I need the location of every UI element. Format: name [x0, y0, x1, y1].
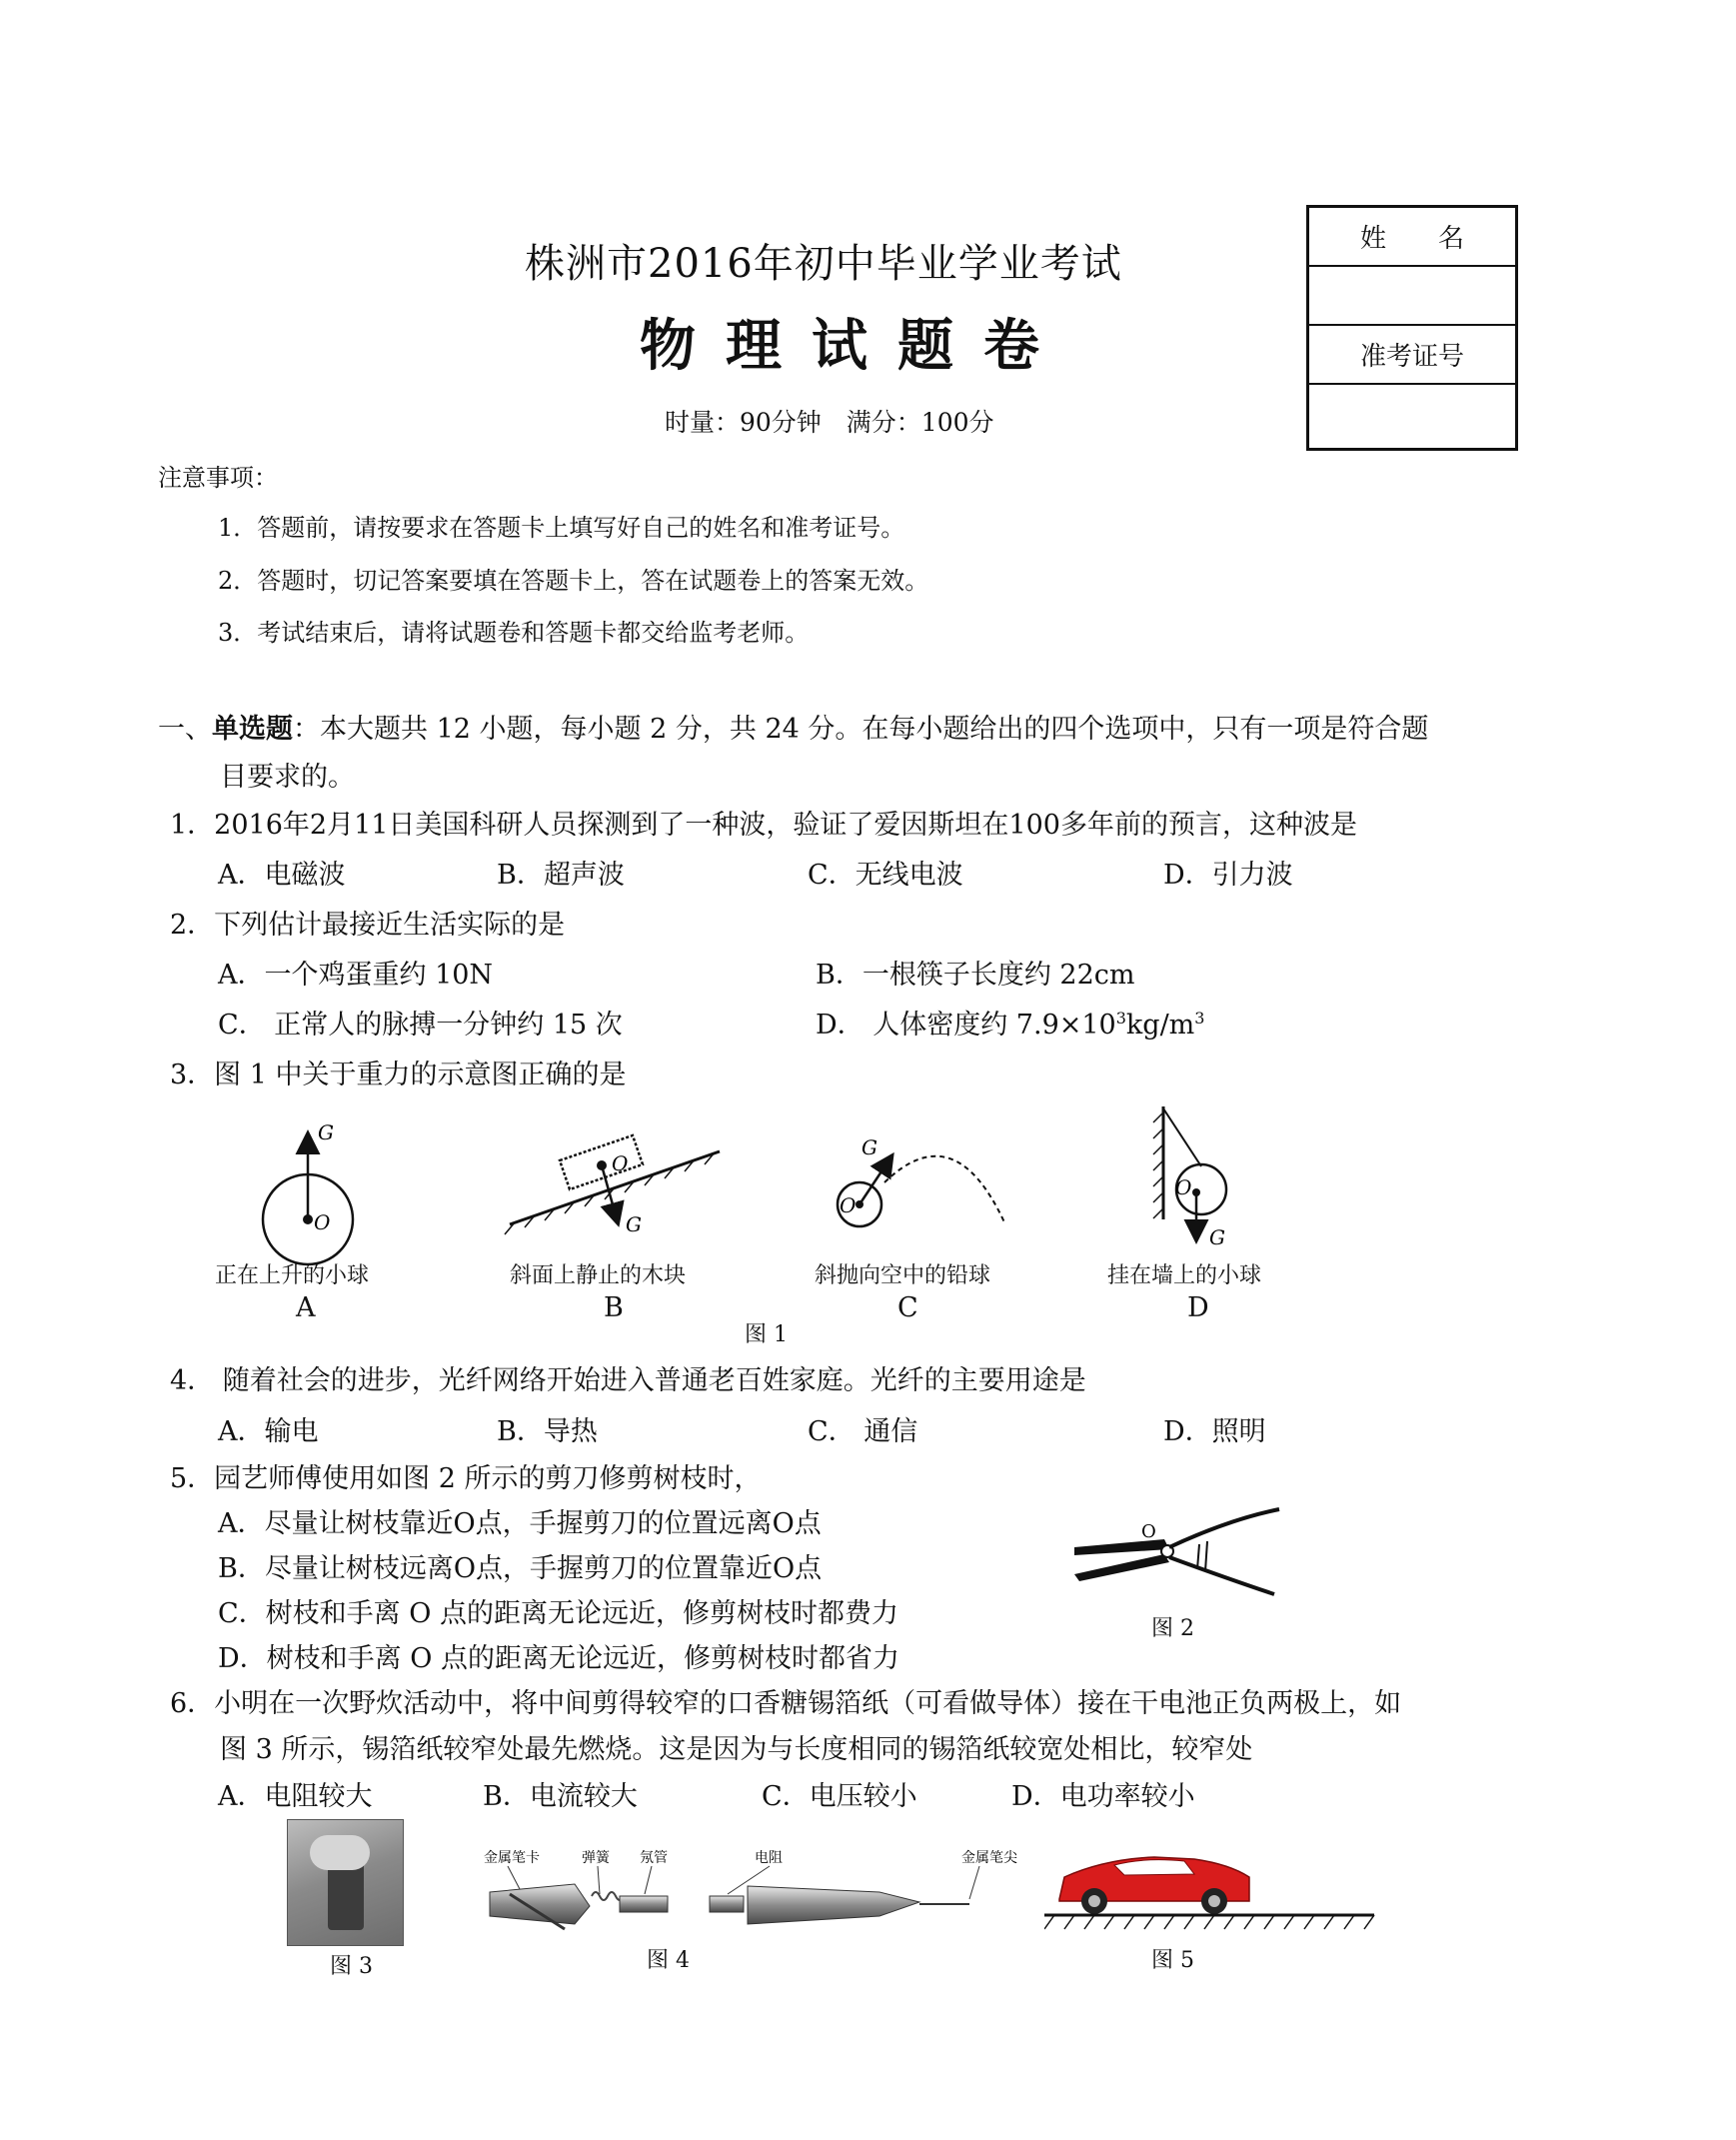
- figure-3-photo: [287, 1819, 404, 1946]
- q4-option-d: D．照明: [1163, 1416, 1266, 1447]
- fig1-letter-d: D: [1187, 1292, 1209, 1323]
- q5-option-a: A．尽量让树枝靠近O点，手握剪刀的位置远离O点: [218, 1508, 822, 1539]
- q3-stem: 3．图 1 中关于重力的示意图正确的是: [170, 1060, 627, 1090]
- name-label: 姓 名: [1309, 208, 1515, 267]
- svg-text:O: O: [1175, 1175, 1192, 1199]
- q2-option-c: C． 正常人的脉搏一分钟约 15 次: [218, 1010, 623, 1041]
- svg-text:O: O: [612, 1151, 629, 1175]
- exam-subtitle: 物理试题卷: [640, 313, 1069, 379]
- q6-option-c: C．电压较小: [762, 1781, 917, 1812]
- fig1-caption-b: 斜面上静止的木块: [510, 1263, 687, 1288]
- q6-stem-line1: 6．小明在一次野炊活动中，将中间剪得较窄的口香糖锡箔纸（可看做导体）接在干电池正负两极上，如: [170, 1688, 1402, 1719]
- fig1-caption-c: 斜抛向空中的铅球: [815, 1263, 991, 1288]
- section-heading: [158, 707, 1428, 746]
- fig3-label: 图 3: [330, 1954, 373, 1979]
- q2-option-d: D． 人体密度约 $7.9\times 10^3kg/m^3$: [816, 1009, 1205, 1041]
- exam-title: 株洲市2016年初中毕业学业考试: [525, 241, 1122, 287]
- q6-stem-line2: 图 3 所示，锡箔纸较窄处最先燃烧。这是因为与长度相同的锡箔纸较宽处相比，较窄处: [220, 1734, 1253, 1765]
- q1-option-c: C．无线电波: [808, 860, 963, 891]
- fig1-label: 图 1: [745, 1322, 788, 1347]
- section-label: 单选题: [212, 714, 293, 745]
- fig4-label: 图 4: [647, 1948, 690, 1973]
- q2-stem: 2．下列估计最接近生活实际的是: [170, 910, 566, 941]
- svg-text:弹簧: 弹簧: [582, 1850, 610, 1866]
- fig1-caption-a: 正在上升的小球: [215, 1263, 370, 1288]
- svg-text:金属笔卡: 金属笔卡: [484, 1850, 540, 1866]
- time-info: 时量：90分钟 满分：100分: [665, 408, 994, 437]
- svg-text:金属笔尖: 金属笔尖: [961, 1850, 1017, 1866]
- q2-option-b: B．一根筷子长度约 22cm: [816, 960, 1135, 991]
- q2-option-a: A．一个鸡蛋重约 10N: [218, 960, 494, 991]
- fig1-letter-c: C: [897, 1292, 918, 1323]
- q4-option-b: B．导热: [497, 1416, 598, 1447]
- fig5-label: 图 5: [1151, 1948, 1194, 1973]
- svg-text:O: O: [840, 1193, 857, 1217]
- q1-option-d: D．引力波: [1163, 860, 1293, 891]
- name-field: [1309, 267, 1515, 326]
- notice-item: 1．答题前，请按要求在答题卡上填写好自己的姓名和准考证号。: [218, 514, 905, 542]
- exam-no-label: 准考证号: [1309, 326, 1515, 385]
- svg-text:G: G: [1209, 1225, 1225, 1249]
- q5-option-b: B．尽量让树枝远离O点，手握剪刀的位置靠近O点: [218, 1553, 823, 1584]
- id-box: [1306, 205, 1518, 451]
- q1-stem: 1．2016年2月11日美国科研人员探测到了一种波，验证了爱因斯坦在100多年前的预言，这种波是: [170, 810, 1357, 841]
- fig1-c-thrown-shot: [838, 1135, 1004, 1226]
- svg-text:G: G: [862, 1135, 877, 1159]
- figure-2-scissors: [1069, 1499, 1289, 1609]
- fig1-caption-d: 挂在墙上的小球: [1107, 1263, 1262, 1288]
- fig2-label: 图 2: [1151, 1616, 1194, 1641]
- section-number: 一、: [158, 714, 212, 745]
- fig1-letter-a: A: [296, 1292, 316, 1323]
- q5-stem: 5．园艺师傅使用如图 2 所示的剪刀修剪树枝时，: [170, 1463, 762, 1494]
- q1-option-a: A．电磁波: [218, 860, 346, 891]
- fig1-b-block-on-slope: [505, 1135, 720, 1236]
- figure-5-car: [1044, 1829, 1379, 1949]
- q4-option-a: A．输电: [218, 1416, 319, 1447]
- fig1-letter-b: B: [604, 1292, 624, 1323]
- figure-1: [150, 1094, 1349, 1354]
- svg-text:电阻: 电阻: [755, 1850, 783, 1866]
- q1-option-b: B．超声波: [497, 860, 625, 891]
- notice-heading: 注意事项：: [158, 464, 278, 492]
- q6-option-a: A．电阻较大: [218, 1781, 373, 1812]
- svg-text:G: G: [318, 1120, 334, 1144]
- exam-no-field: [1309, 385, 1515, 442]
- svg-text:氖管: 氖管: [640, 1850, 668, 1866]
- svg-text:G: G: [626, 1212, 642, 1236]
- q6-option-d: D．电功率较小: [1011, 1781, 1195, 1812]
- q5-option-d: D．树枝和手离 O 点的距离无论远近，修剪树枝时都省力: [218, 1643, 899, 1674]
- q5-option-c: C．树枝和手离 O 点的距离无论远近，修剪树枝时都费力: [218, 1598, 898, 1629]
- notice-item: 3．考试结束后，请将试题卷和答题卡都交给监考老师。: [218, 619, 810, 647]
- fig1-d-hanging-ball: [1153, 1106, 1226, 1249]
- fig1-a-rising-ball: [263, 1120, 353, 1264]
- figure-4-test-pen: [480, 1844, 1039, 1954]
- notice-item: 2．答题时，切记答案要填在答题卡上，答在试题卷上的答案无效。: [218, 567, 929, 595]
- q6-option-b: B．电流较大: [483, 1781, 638, 1812]
- section-desc-line2: 目要求的。: [220, 762, 355, 793]
- q4-stem: 4． 随着社会的进步，光纤网络开始进入普通老百姓家庭。光纤的主要用途是: [170, 1365, 1086, 1396]
- section-desc: ：本大题共 12 小题，每小题 2 分，共 24 分。在每小题给出的四个选项中，只有一项是符合题: [293, 714, 1429, 745]
- svg-text:O: O: [314, 1210, 331, 1234]
- q4-option-c: C． 通信: [808, 1416, 918, 1447]
- svg-text:O: O: [1141, 1521, 1156, 1542]
